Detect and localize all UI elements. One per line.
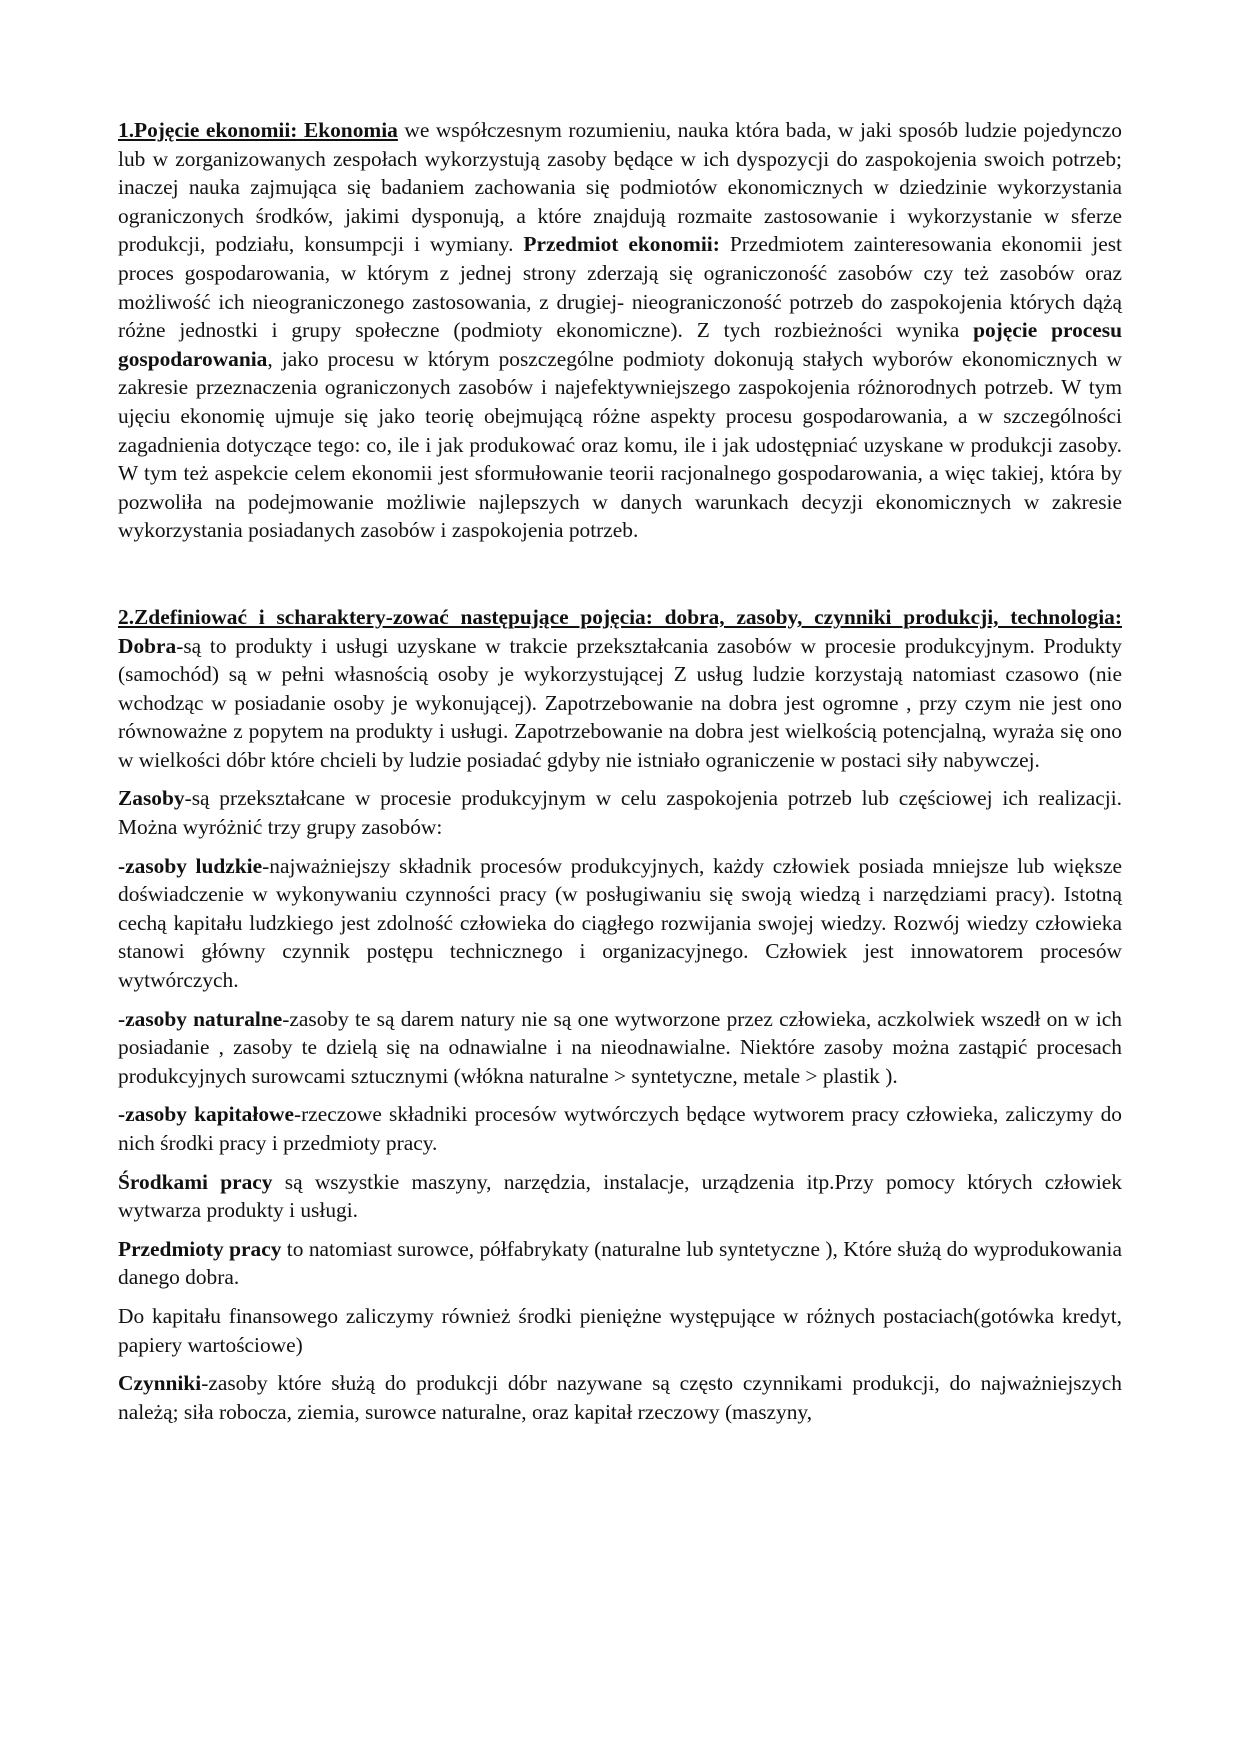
section-1-paragraph: 1.Pojęcie ekonomii: Ekonomia we współczesnym rozumieniu, nauka która bada, w jaki sposób ludzie pojedynczo lub w zorganizowanych zespołach wykorzystują zasoby będące w ich dyspozycji do zaspokojenia swoich potrzeb; inaczej nauka zajmująca się badaniem zachowania się podmiotów ekonomicznych w dziedzinie wykorzystania ograniczonych środków, jakimi dysponują, a które znajdują rozmaite zastosowanie i wykorzystanie w sferze produkcji, podziału, konsumpcji i wymiany. Przedmiot ekonomii: Przedmiotem zainteresowania ekonomii jest proces gospodarowania, w którym z jednej strony zderzają się ograniczoność zasobów czy też zasobów oraz możliwość ich nieograniczonego zastosowania, z drugiej- nieograniczoność potrzeb do zaspokojenia których dążą różne jednostki i grupy społeczne (podmioty ekonomiczne). Z tych rozbieżności wynika pojęcie procesu gospodarowania, jako procesu w którym poszczególne podmioty dokonują stałych wyborów ekonomicznych w zakresie przeznaczenia ograniczonych zasobów i najefektywniejszego zaspokojenia różnorodnych potrzeb. W tym ujęciu ekonomię ujmuje się jako teorię obejmującą różne aspekty procesu gospodarowania, a w szczególności zagadnienia dotyczące tego: co, ile i jak produkować oraz komu, ile i jak udostępniać uzyskane w produkcji zasoby. W tym też aspekcie celem ekonomii jest sformułowanie teorii racjonalnego gospodarowania, a więc takiej, która by pozwoliła na podejmowanie możliwie najlepszych w danych warunkach decyzji ekonomicznych w zakresie wykorzystania posiadanych zasobów i zaspokojenia potrzeb.	[118, 118, 1122, 543]
bold-term: Czynniki	[118, 1371, 202, 1396]
zasoby-naturalne-paragraph: -zasoby naturalne-zasoby te są darem natury nie są one wytworzone przez człowieka, aczkolwiek wszedł on w ich posiadanie , zasoby te dzielą się na odnawialne i na nieodnawialne. Niektóre zasoby można zastąpić procesach produkcyjnych surowcami sztucznymi (włókna naturalne > syntetyczne, metale > plastik ).	[118, 1006, 1122, 1088]
kapital-finansowy-paragraph: Do kapitału finansowego zaliczymy również środki pieniężne występujące w różnych postaciach(gotówka kredyt, papiery wartościowe)	[118, 1303, 1122, 1357]
bold-term: Przedmioty pracy	[118, 1236, 282, 1261]
zasoby-ludzkie-paragraph: -zasoby ludzkie-najważniejszy składnik procesów produkcyjnych, każdy człowiek posiada mniejsze lub większe doświadczenie w wykonywaniu czynności pracy (w posługiwaniu się swoją wiedzą i narzędziami pracy). Istotną cechą kapitału ludzkiego jest zdolność człowieka do ciągłego rozwijania swojej wiedzy. Rozwój wiedzy człowieka stanowi główny czynnik postępu technicznego i organizacyjnego. Człowiek jest innowatorem procesów wytwórczych.	[118, 853, 1123, 993]
section-2-paragraph: 2.Zdefiniować i scharaktery-zować następujące pojęcia: dobra, zasoby, czynniki produkcji, technologia: Dobra-są to produkty i usługi uzyskane w trakcie przekształcania zasobów w procesie produkcyjnym. Produkty (samochód) są w pełni własnością osoby je wykorzystującej Z usług ludzie korzystają natomiast czasowo (nie wchodząc w posiadanie osoby je wykonującej). Zapotrzebowanie na dobra jest ogromne , przy czym nie jest ono równoważne z popytem na produkty i usługi. Zapotrzebowanie na dobra jest wielkością potencjalną, wyraża się ono w wielkości dóbr które chcieli by ludzie posiadać gdyby nie istniało ograniczenie w postaci siły nabywczej.	[118, 604, 1122, 772]
srodki-pracy-paragraph: Środkami pracy są wszystkie maszyny, narzędzia, instalacje, urządzenia itp.Przy pomocy których człowiek wytwarza produkty i usługi.	[118, 1169, 1122, 1223]
bold-term: Zasoby	[118, 786, 185, 811]
bold-term: Przedmiot ekonomii:	[523, 232, 720, 257]
document-page	[118, 116, 1122, 1426]
zasoby-kapitalowe-paragraph: -zasoby kapitałowe-rzeczowe składniki procesów wytwórczych będące wytworem pracy człowieka, zaliczymy do nich środki pracy i przedmioty pracy.	[118, 1102, 1122, 1155]
bold-term: -zasoby ludzkie	[118, 853, 263, 878]
bold-term: pojęcie procesu gospodarowania	[118, 318, 1122, 371]
bold-term: -zasoby naturalne	[118, 1006, 283, 1031]
przedmioty-pracy-paragraph: Przedmioty pracy to natomiast surowce, półfabrykaty (naturalne lub syntetyczne ), Które służą do wyprodukowania danego dobra.	[118, 1236, 1122, 1290]
zasoby-paragraph: Zasoby-są przekształcane w procesie produkcyjnym w celu zaspokojenia potrzeb lub częściowej ich realizacji. Można wyróżnić trzy grupy zasobów:	[118, 786, 1122, 840]
section-2-heading: 2.Zdefiniować i scharaktery-zować następujące pojęcia: dobra, zasoby, czynniki produkcji, technologia:	[118, 604, 1122, 629]
bold-term: Dobra	[118, 633, 177, 658]
section-1-heading: 1.Pojęcie ekonomii: Ekonomia	[118, 118, 398, 142]
bold-term: -zasoby kapitałowe	[118, 1102, 294, 1127]
bold-term: Środkami pracy	[118, 1169, 273, 1194]
czynniki-paragraph: Czynniki-zasoby które służą do produkcji dóbr nazywane są często czynnikami produkcji, do najważniejszych należą; siła robocza, ziemia, surowce naturalne, oraz kapitał rzeczowy (maszyny,	[118, 1371, 1122, 1424]
